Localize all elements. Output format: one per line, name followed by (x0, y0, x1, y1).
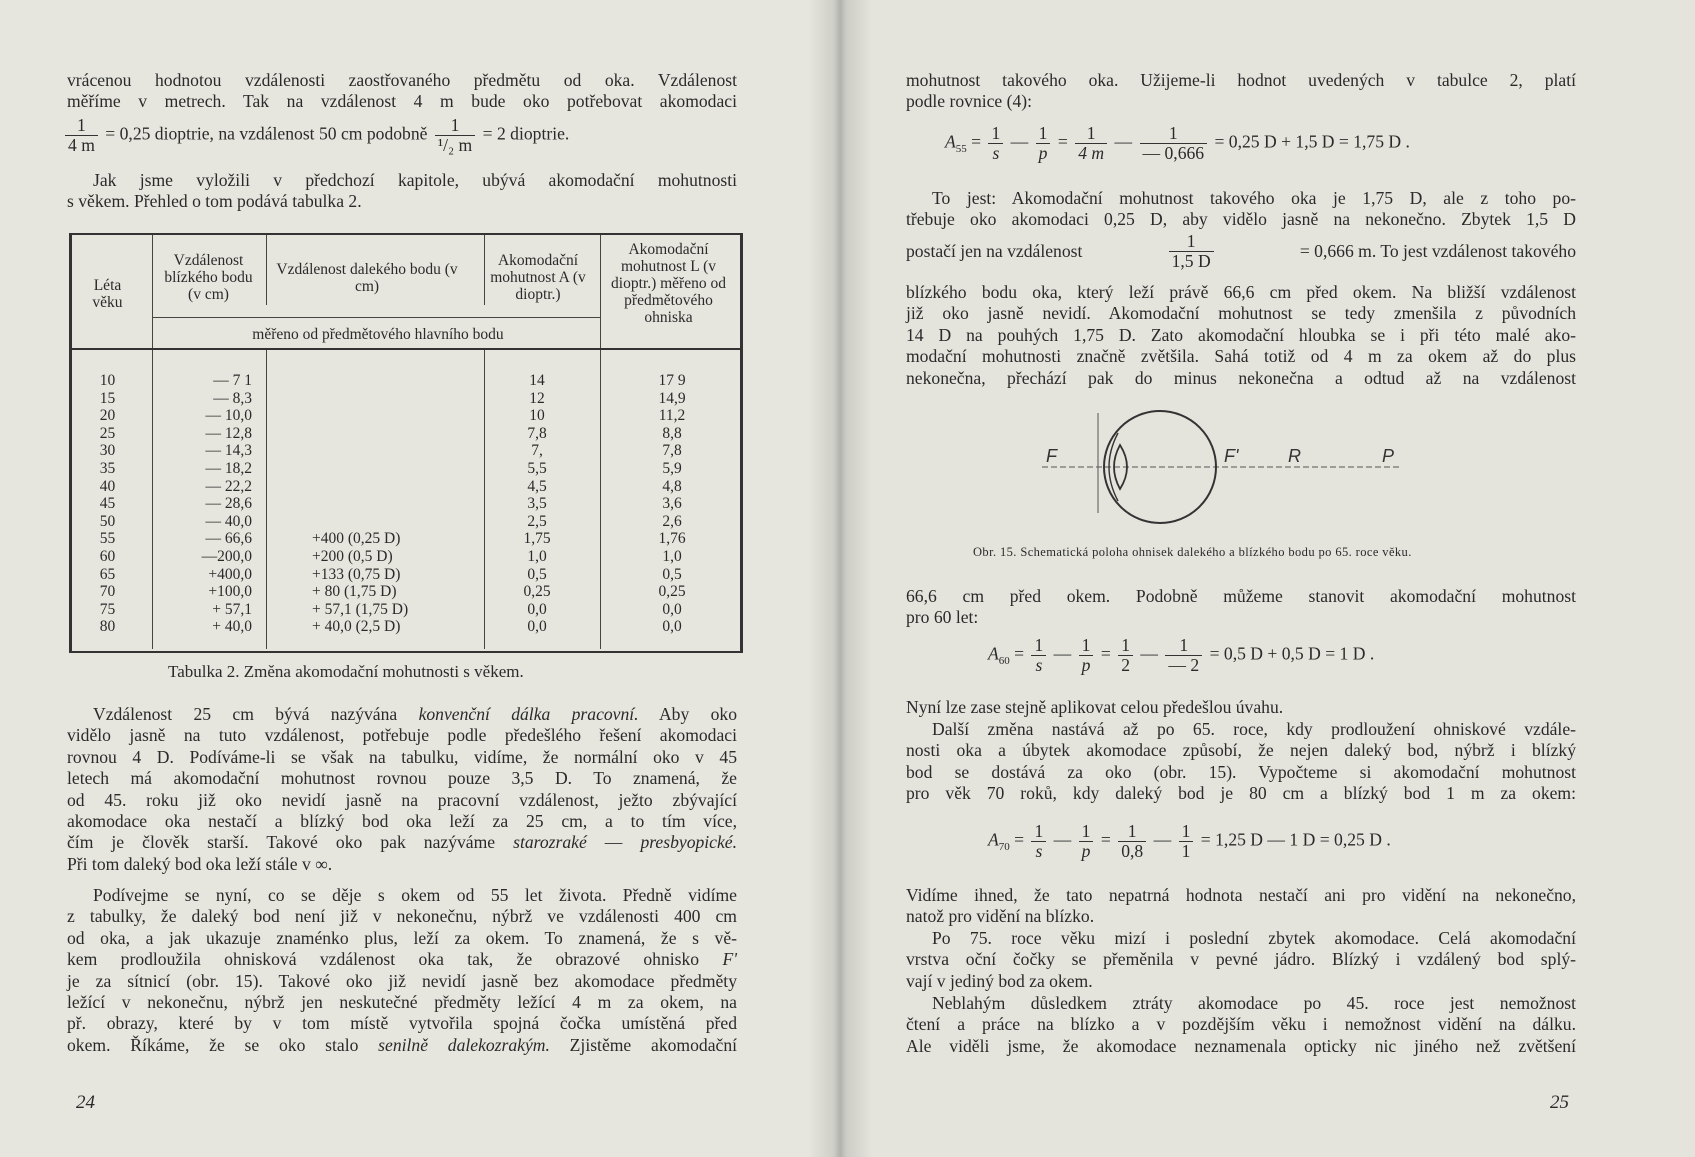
header-far-point: Vzdálenost dalekého bodu (v cm) (276, 261, 458, 295)
table-caption: Tabulka 2. Změna akomodační mohutnosti s věkem. (168, 662, 524, 681)
cell-near: — 28,6 (205, 495, 252, 513)
cell-near: — 12,8 (205, 424, 252, 442)
fraction: $\frac{1}{1}$ (1179, 822, 1194, 861)
cell-acc-a: 5,5 (527, 459, 547, 477)
text-line: čím je člověk starší. Takové oko pak nazýváme starozraké — presbyopické. (67, 832, 737, 853)
fraction: $\frac{1}{4 m}$ (65, 116, 98, 155)
text-line: blízkého bodu oka, který leží právě 66,6 cm před okem. Na bližší vzdálenost (906, 282, 1576, 302)
cell-years: 15 (99, 389, 116, 407)
fraction: $\frac{1}{p}$ (1079, 822, 1094, 861)
cell-far (312, 372, 472, 390)
cell-far (312, 513, 472, 531)
right-para-4 (906, 719, 1576, 805)
text-line: 66,6 cm před okem. Podobně můžeme stanovit akomodační mohutnost (906, 586, 1576, 606)
text-line: vají v jediný bod za okem. (906, 970, 1093, 991)
cell-years: 55 (99, 530, 116, 548)
text-line: pro věk 70 roků, kdy daleký bod je 80 cm a blízký bod 1 m za okem: (906, 783, 1576, 804)
cell-years: 45 (99, 495, 116, 513)
table-rule (266, 349, 267, 649)
cell-acc-l: 2,6 (662, 512, 682, 530)
text-line: kem prodloužila ohnisková vzdálenost oka tak, že obrazové ohnisko F' (67, 949, 737, 970)
eye-focal-diagram (1020, 405, 1420, 535)
cell-acc-l: 3,6 (662, 495, 682, 513)
text-line: Další změna nastává až po 65. roce, kdy prodloužení ohniskové vzdále- (932, 719, 1576, 739)
text-line: Po 75. roce věku mizí i poslední zbytek akomodace. Celá akomodační (932, 928, 1576, 948)
cell-acc-a: 1,0 (527, 547, 547, 565)
cell-near: +400,0 (208, 565, 252, 583)
cell-years: 40 (99, 477, 116, 495)
cell-acc-l: 5,9 (662, 459, 682, 477)
cell-years: 65 (99, 565, 116, 583)
cell-near: —200,0 (201, 547, 252, 565)
text-line: ležící v nekonečnu, nýbrž jen neskutečné předměty ležící 4 m za okem, na (67, 992, 737, 1013)
table-rule (266, 235, 267, 305)
cell-near: — 10,0 (205, 407, 252, 425)
equation-a60: $A_{60}$ = $\frac{1}{s}$ — $\frac{1}{p}$ = $\frac{1}{2}$ — $\frac{1}{— 2}$ = 0,5 D + 0,5 D = 1 D . (988, 635, 1375, 675)
cell-near: + 40,0 (212, 618, 252, 636)
cell-acc-l: 14,9 (658, 389, 686, 407)
equation-a55: $A_{55}$ = $\frac{1}{s}$ — $\frac{1}{p}$ = $\frac{1}{4 m}$ — $\frac{1}{— 0,666}$ = 0,25 D + 1,5 D = 1,75 D . (945, 123, 1410, 163)
cell-near: — 22,2 (205, 477, 252, 495)
formula-line (62, 116, 569, 155)
cell-years: 25 (99, 424, 116, 442)
header-measured-from: měřeno od předmětového hlavního bodu (252, 326, 504, 343)
cell-near: + 57,1 (212, 600, 252, 618)
text-line: Podívejme se nyní, co se děje s okem od 55 let života. Předně vidíme (93, 885, 737, 905)
formula-text: = 2 dioptrie. (482, 123, 570, 144)
cell-far: + 57,1 (1,75 D) (312, 600, 409, 618)
table-rule (484, 235, 485, 305)
cell-acc-a: 3,5 (527, 495, 547, 513)
cell-acc-a: 0,0 (527, 618, 547, 636)
right-page (840, 0, 1695, 1157)
right-para-5 (906, 885, 1576, 928)
column-far-point (312, 372, 472, 636)
cell-far (312, 478, 472, 496)
text-line: Nyní lze zase stejně aplikovat celou předešlou úvahu. (906, 697, 1284, 717)
text-line: mohutnost takového oka. Užijeme-li hodnot uvedených v tabulce 2, platí (906, 70, 1576, 90)
equation-a70: $A_{70}$ = $\frac{1}{s}$ — $\frac{1}{p}$ = $\frac{1}{0,8}$ — $\frac{1}{1}$ = 1,25 D — 1 D = 0,25 D . (988, 821, 1391, 861)
text-line: pro 60 let: (906, 607, 979, 628)
text-line: nekonečna, přechází pak do minus nekonečna a odtud až na vzdálenost (906, 367, 1576, 388)
cell-years: 70 (99, 583, 116, 601)
cell-far: + 40,0 (2,5 D) (312, 618, 401, 636)
cell-acc-a: 4,5 (527, 477, 547, 495)
table-rule (152, 235, 153, 649)
fraction: $\frac{1}{p}$ (1036, 124, 1051, 163)
cell-acc-a: 14 (529, 372, 545, 389)
fraction: $\frac{1}{— 0,666}$ (1140, 124, 1208, 163)
cell-years: 75 (99, 600, 116, 618)
cell-acc-a: 0,5 (527, 565, 547, 583)
right-para-2 (906, 586, 1576, 629)
cell-years: 50 (99, 512, 116, 530)
cell-years: 20 (99, 407, 116, 425)
cell-far (312, 442, 472, 460)
text-line: je za sítnicí (obr. 15). Takové oko již nevidí jasně bez akomodace předměty (67, 970, 737, 991)
fraction: $\frac{1}{1,5 D}$ (1169, 232, 1214, 271)
header-accommodation-a: Akomodační mohutnost A (v dioptr.) (490, 252, 586, 303)
text-line: Ale viděli jsme, že akomodace neznamenala opticky nic jiného než zvětšení (906, 1035, 1576, 1056)
left-para-2 (67, 704, 737, 875)
text-line: čtení a práce na blízko a v pozdějším věku i nemožnost vidění na dálku. (906, 1014, 1576, 1035)
text-line: z tabulky, že daleký bod není již v nekonečnu, nýbrž ve vzdálenosti 400 cm (67, 906, 737, 927)
formula-text: = 0,25 dioptrie, na vzdálenost 50 cm podobně (105, 123, 428, 144)
cell-acc-l: 0,0 (662, 618, 682, 636)
cell-acc-a: 1,75 (523, 530, 551, 548)
fraction: $\frac{1}{p}$ (1079, 636, 1094, 675)
fraction: $\frac{1}{— 2}$ (1165, 636, 1202, 675)
table-rule (484, 349, 485, 649)
label-f-prime: F' (1224, 446, 1239, 466)
text-line: Jak jsme vyložili v předchozí kapitole, ubývá akomodační mohutnosti (93, 170, 737, 190)
text-line: Vidíme ihned, že tato nepatrná hodnota nestačí ani pro vidění na nekonečno, (906, 885, 1576, 905)
text-line: akomodace oka nestačí a blízký bod oka leží za 25 cm, a to tím více, (67, 811, 737, 832)
text-line: třebuje oko akomodaci 0,25 D, aby vidělo jasně na nekonečno. Zbytek 1,5 D (906, 209, 1576, 230)
cell-years: 35 (99, 459, 116, 477)
cell-far (312, 495, 472, 513)
near-point-formula-line: postačí jen na vzdálenost $\frac{1}{1,5 D}$ = 0,666 m. To jest vzdálenost takového (906, 231, 1576, 271)
table-rule (72, 348, 740, 350)
text-line: vidělo jasně na tuto vzdálenost, potřebuje podle předešlého řešení akomodaci (67, 725, 737, 746)
text-line: od 45. roku již oko nevidí jasně na pracovní vzdálenost, ježto zbývající (67, 789, 737, 810)
right-top-text (906, 70, 1576, 113)
right-para-1b (906, 282, 1576, 389)
fraction: $\frac{1}{0,8}$ (1118, 822, 1146, 861)
cell-acc-l: 17 9 (658, 372, 686, 389)
cell-acc-l: 7,8 (662, 442, 682, 460)
cell-years: 80 (99, 618, 116, 636)
fraction: $\frac{1}{\text{¹/₂ m}}$ (435, 116, 475, 155)
text-line: 14 D na pouhých 1,75 D. Zato akomodační hloubka se i při této malé ako- (906, 324, 1576, 345)
text-line: vrácenou hodnotou vzdálenosti zaostřovaného předmětu od oka. Vzdálenost (67, 70, 737, 90)
fraction: $\frac{1}{2}$ (1118, 636, 1133, 675)
text-line: Vzdálenost 25 cm bývá nazývána konvenční dálka pracovní. Aby oko (93, 704, 737, 724)
cell-near: — 8,3 (213, 389, 252, 407)
text-line: rovnou 4 D. Podíváme-li se však na tabulku, vidíme, že normální oko v 45 (67, 746, 737, 767)
label-r: R (1288, 446, 1301, 466)
cell-far: +133 (0,75 D) (312, 565, 401, 583)
column-years (80, 372, 135, 636)
cell-far: +400 (0,25 D) (312, 530, 401, 548)
cell-years: 30 (99, 442, 116, 460)
cell-acc-a: 7,8 (527, 424, 547, 442)
cell-far: + 80 (1,75 D) (312, 583, 397, 601)
text-line: vrstva oční čočky se přeměnila v pevné jádro. Blízký i vzdálený bod splý- (906, 949, 1576, 970)
label-f: F (1046, 446, 1057, 466)
cell-near: — 14,3 (205, 442, 252, 460)
cell-acc-l: 0,25 (658, 583, 686, 601)
cell-far (312, 390, 472, 408)
column-accommodation-a (497, 372, 577, 636)
fraction: $\frac{1}{s}$ (1031, 822, 1046, 861)
fraction: $\frac{1}{s}$ (1031, 636, 1046, 675)
text-line: již oko jasně nevidí. Akomodační mohutnost se tedy zmenšila z původních (906, 303, 1576, 324)
figure-caption: Obr. 15. Schematická poloha ohnisek dalekého a blízkého bodu po 65. roce věku. (973, 545, 1412, 559)
text-line: nosti oka a úbytek akomodace způsobí, že nejen daleký bod, nýbrž i blízký (906, 740, 1576, 761)
cell-near: +100,0 (208, 583, 252, 601)
table-rule (600, 235, 601, 649)
text-line: letech má akomodační mohutnost rovnou pouze 3,5 D. To znamená, že (67, 768, 737, 789)
cell-acc-a: 2,5 (527, 512, 547, 530)
cell-years: 10 (99, 372, 116, 389)
cell-far (312, 407, 472, 425)
cell-acc-l: 0,0 (662, 600, 682, 618)
column-accommodation-l (627, 372, 717, 636)
cell-acc-l: 4,8 (662, 477, 682, 495)
text-line: modační mohutnosti značně zvětšila. Sahá totiž od 4 m za okem až do plus (906, 346, 1576, 367)
cell-acc-a: 0,0 (527, 600, 547, 618)
cell-near: — 40,0 (205, 512, 252, 530)
left-top-text (67, 70, 737, 113)
text-line: To jest: Akomodační mohutnost takového oka je 1,75 D, ale z toho po- (932, 188, 1576, 208)
cell-near: — 7 1 (213, 372, 252, 389)
left-page (0, 0, 840, 1157)
right-para-1 (906, 188, 1576, 231)
fraction: $\frac{1}{s}$ (988, 124, 1003, 163)
text-line: Při tom daleký bod oka leží stále v ∞. (67, 853, 333, 874)
text-line: př. obrazy, které by v tom místě vytvořila spojná čočka umístěná před (67, 1013, 737, 1034)
cell-acc-l: 1,0 (662, 547, 682, 565)
page-number: 24 (76, 1092, 95, 1113)
cell-far: +200 (0,5 D) (312, 547, 393, 565)
cell-acc-a: 7, (531, 442, 543, 460)
left-para-1 (67, 170, 737, 213)
right-para-7 (906, 993, 1576, 1057)
text-line: bod se dostává za oko (obr. 15). Vypočteme si akomodační mohutnost (906, 761, 1576, 782)
text-line: Neblahým důsledkem ztráty akomodace po 45. roce jest nemožnost (932, 993, 1576, 1013)
cell-acc-a: 0,25 (523, 583, 551, 601)
cell-acc-l: 8,8 (662, 424, 682, 442)
text-line: od oka, a jak ukazuje znaménko plus, leží za okem. To znamená, že s vě- (67, 927, 737, 948)
fraction: $\frac{1}{4 m}$ (1075, 124, 1107, 163)
cell-acc-l: 11,2 (658, 407, 686, 425)
right-para-6 (906, 928, 1576, 992)
text-line: podle rovnice (4): (906, 91, 1033, 112)
book-gutter (808, 0, 872, 1157)
accommodation-table (69, 233, 743, 653)
cell-near: — 66,6 (205, 530, 252, 548)
cell-acc-a: 10 (529, 407, 545, 425)
text-line: okem. Říkáme, že se oko stalo senilně dalekozrakým. Zjistěme akomodační (67, 1034, 738, 1055)
label-p: P (1382, 446, 1395, 466)
text-line: natož pro vidění na blízko. (906, 906, 1095, 927)
text-line: měříme v metrech. Tak na vzdálenost 4 m bude oko potřebovat akomodaci (67, 91, 737, 112)
right-para-3 (906, 697, 1576, 718)
text-line: s věkem. Přehled o tom podává tabulka 2. (67, 191, 362, 212)
table-rule (152, 317, 600, 318)
cell-near: — 18,2 (205, 459, 252, 477)
page-number: 25 (1550, 1092, 1569, 1113)
left-para-3 (67, 885, 737, 1056)
cell-far (312, 425, 472, 443)
header-near-point: Vzdálenost blízkého bodu (v cm) (164, 252, 253, 303)
cell-years: 60 (99, 547, 116, 565)
cell-acc-a: 12 (529, 389, 545, 407)
header-years: Léta věku (92, 277, 123, 311)
column-near-point (172, 372, 252, 636)
cell-acc-l: 1,76 (658, 530, 686, 548)
cell-far (312, 460, 472, 478)
cell-acc-l: 0,5 (662, 565, 682, 583)
header-accommodation-l: Akomodační mohutnost L (v dioptr.) měřeno od předmětového ohniska (611, 241, 726, 326)
